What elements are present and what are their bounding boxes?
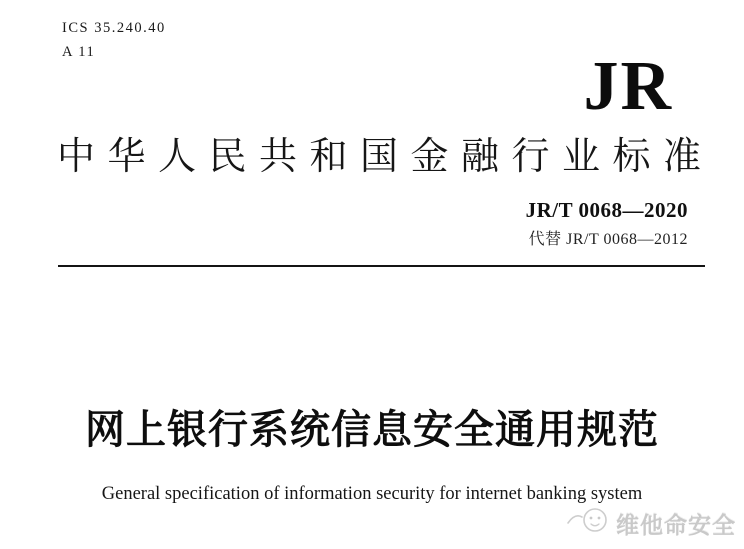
- jr-logo: JR: [583, 48, 673, 125]
- mascot-icon: [565, 506, 611, 541]
- document-title-zh: 网上银行系统信息安全通用规范: [85, 408, 659, 452]
- watermark-label: 维他命安全: [616, 512, 736, 538]
- standard-category-title: 中华人民共和国金融行业标准: [57, 136, 701, 178]
- divider-rule: [58, 265, 705, 267]
- ics-code: ICS 35.240.40: [62, 20, 166, 36]
- watermark: [565, 506, 736, 541]
- document-title-en: General specification of information security for internet banking system: [101, 484, 643, 504]
- classification-code: A 11: [62, 44, 96, 60]
- replaces-note: 代替 JR/T 0068—2012: [528, 231, 688, 248]
- standard-number: JR/T 0068—2020: [525, 198, 688, 222]
